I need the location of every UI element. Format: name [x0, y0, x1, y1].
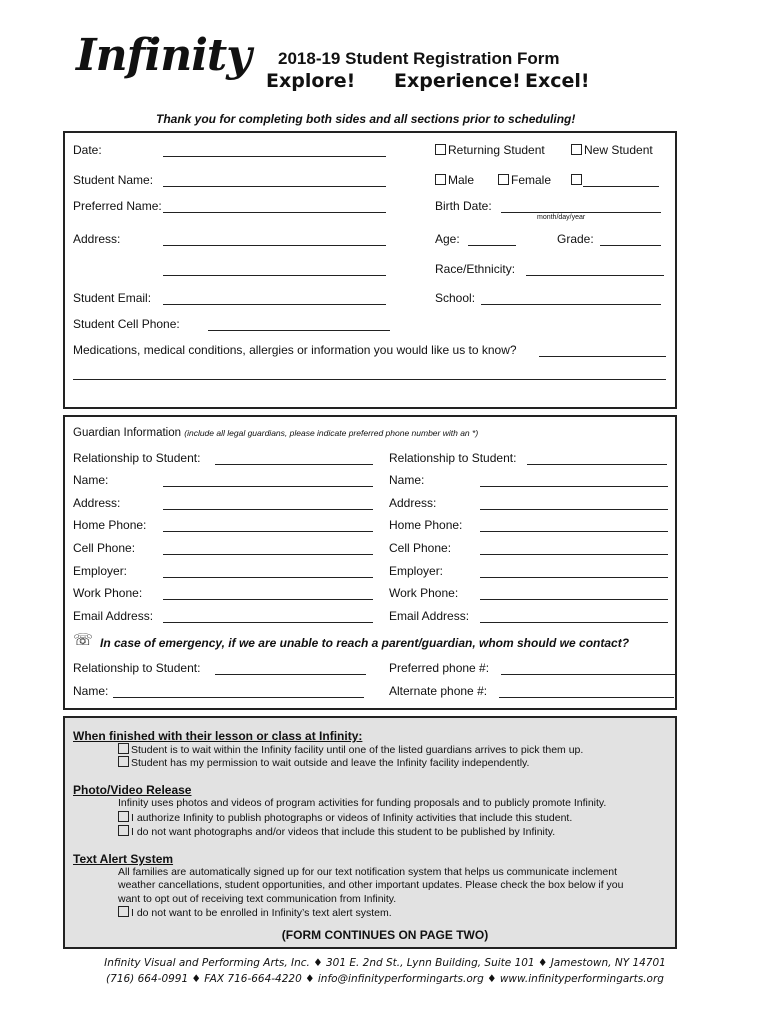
preferred-phone-field[interactable] [501, 674, 676, 675]
g2-employer-label: Employer: [389, 564, 444, 578]
checkbox-icon[interactable] [571, 174, 582, 185]
g1-name-field[interactable] [163, 486, 373, 487]
checkbox-icon[interactable] [118, 825, 129, 836]
female-label: Female [511, 173, 552, 187]
g2-address-label: Address: [389, 496, 437, 510]
g1-work-phone-label: Work Phone: [73, 586, 143, 600]
photo-heading: Photo/Video Release [73, 783, 192, 797]
medical-label: Medications, medical conditions, allergies or information you would like us to know? [73, 343, 517, 357]
g2-email-field[interactable] [480, 622, 668, 623]
g2-home-phone-label: Home Phone: [389, 518, 463, 532]
checkbox-icon[interactable] [118, 743, 129, 754]
student-name-label: Student Name: [73, 173, 154, 187]
checkbox-icon[interactable] [571, 144, 582, 155]
age-field[interactable] [468, 245, 516, 246]
text-alert-line2: weather cancellations, student opportunities, and other important updates. Please check the box below if you [118, 879, 624, 891]
address-line2-field[interactable] [163, 275, 386, 276]
photo-option-decline-label: I do not want photographs and/or videos that include this student to be published by Infinity. [131, 826, 556, 838]
emergency-heading: In case of emergency, if we are unable to reach a parent/guardian, whom should we contact? [100, 636, 630, 650]
g1-employer-field[interactable] [163, 577, 373, 578]
completion-notice: Thank you for completing both sides and all sections prior to scheduling! [156, 112, 576, 126]
school-field[interactable] [481, 304, 661, 305]
g2-work-phone-field[interactable] [480, 599, 668, 600]
returning-student-option[interactable] [435, 143, 545, 157]
g1-email-field[interactable] [163, 622, 373, 623]
guardian-info-title: Guardian Information [73, 427, 182, 439]
date-label: Date: [73, 143, 102, 157]
address-label: Address: [73, 232, 121, 246]
tagline-excel: Excel! [525, 70, 590, 92]
text-alert-heading: Text Alert System [73, 852, 174, 866]
guardian-info-note: (include all legal guardians, please indicate preferred phone number with an *) [184, 428, 479, 438]
birth-date-field[interactable] [501, 212, 661, 213]
footer-address: Infinity Visual and Performing Arts, Inc. ♦ 301 E. 2nd St., Lynn Building, Suite 101 ♦ Jamestown, NY 14701 [104, 957, 666, 969]
preferred-phone-label: Preferred phone #: [389, 661, 490, 675]
preferred-name-label: Preferred Name: [73, 199, 162, 213]
form-title: 2018-19 Student Registration Form [278, 49, 560, 68]
emergency-relationship-label: Relationship to Student: [73, 661, 201, 675]
text-alert-opt-out[interactable] [118, 906, 392, 919]
age-label: Age: [435, 232, 460, 246]
g1-work-phone-field[interactable] [163, 599, 373, 600]
g1-email-label: Email Address: [73, 609, 154, 623]
photo-option-decline[interactable] [118, 825, 555, 838]
student-cell-label: Student Cell Phone: [73, 317, 180, 331]
g1-address-field[interactable] [163, 509, 373, 510]
checkbox-icon[interactable] [118, 756, 129, 767]
emergency-relationship-field[interactable] [215, 674, 366, 675]
finished-option-wait-inside-label: Student is to wait within the Infinity facility until one of the listed guardians arrives to pick them up. [131, 744, 584, 756]
text-alert-line1: All families are automatically signed up for our text notification system that helps us communicate inclement [118, 866, 617, 878]
male-label: Male [448, 173, 475, 187]
grade-field[interactable] [600, 245, 661, 246]
other-gender-field[interactable] [583, 186, 659, 187]
g1-home-phone-label: Home Phone: [73, 518, 147, 532]
photo-option-authorize-label: I authorize Infinity to publish photographs or videos of Infinity activities that include this student. [131, 812, 573, 824]
tagline-explore: Explore! [266, 70, 356, 92]
text-alert-opt-out-label: I do not want to be enrolled in Infinity’s text alert system. [131, 907, 392, 919]
medical-field[interactable] [539, 356, 666, 357]
birth-date-hint: month/day/year [537, 214, 586, 221]
finished-option-leave-label: Student has my permission to wait outside and leave the Infinity facility independently. [131, 757, 530, 769]
finished-heading: When finished with their lesson or class at Infinity: [73, 729, 363, 743]
checkbox-icon[interactable] [118, 906, 129, 917]
student-name-field[interactable] [163, 186, 386, 187]
g2-employer-field[interactable] [480, 577, 668, 578]
guardian-info-heading [73, 427, 478, 439]
g1-relationship-field[interactable] [215, 464, 373, 465]
checkbox-icon[interactable] [435, 174, 446, 185]
tagline-experience: Experience! [394, 70, 521, 92]
school-label: School: [435, 291, 476, 305]
g1-name-label: Name: [73, 473, 109, 487]
g2-cell-phone-label: Cell Phone: [389, 541, 452, 555]
date-field[interactable] [163, 156, 386, 157]
footer-contact: (716) 664-0991 ♦ FAX 716-664-4220 ♦ info@infinityperformingarts.org ♦ www.infinityperformingarts.org [106, 973, 664, 985]
male-option[interactable] [435, 173, 474, 187]
g1-address-label: Address: [73, 496, 121, 510]
g2-home-phone-field[interactable] [480, 531, 668, 532]
g1-relationship-label: Relationship to Student: [73, 451, 201, 465]
g1-cell-phone-label: Cell Phone: [73, 541, 136, 555]
photo-description: Infinity uses photos and videos of program activities for funding proposals and to publicly promote Infinity. [118, 797, 607, 809]
g2-relationship-field[interactable] [527, 464, 667, 465]
g2-address-field[interactable] [480, 509, 668, 510]
preferred-name-field[interactable] [163, 212, 386, 213]
text-alert-line3: want to opt out of receiving text communication from Infinity. [118, 893, 397, 905]
alternate-phone-field[interactable] [499, 697, 674, 698]
race-field[interactable] [526, 275, 664, 276]
g2-name-field[interactable] [480, 486, 668, 487]
phone-icon: ☏ [73, 632, 94, 649]
g2-work-phone-label: Work Phone: [389, 586, 459, 600]
g2-relationship-label: Relationship to Student: [389, 451, 517, 465]
returning-student-label: Returning Student [448, 143, 545, 157]
student-section [63, 131, 677, 409]
checkbox-icon[interactable] [435, 144, 446, 155]
checkbox-icon[interactable] [118, 811, 129, 822]
emergency-name-field[interactable] [113, 697, 364, 698]
g1-employer-label: Employer: [73, 564, 128, 578]
infinity-logo: Infinity [76, 30, 251, 81]
form-continues-note: (FORM CONTINUES ON PAGE TWO) [281, 928, 489, 942]
race-label: Race/Ethnicity: [435, 262, 516, 276]
g1-cell-phone-field[interactable] [163, 554, 373, 555]
g2-email-label: Email Address: [389, 609, 470, 623]
other-gender-option[interactable] [571, 173, 584, 187]
g2-cell-phone-field[interactable] [480, 554, 668, 555]
new-student-label: New Student [584, 143, 653, 157]
birth-date-label: Birth Date: [435, 199, 492, 213]
photo-option-authorize[interactable] [118, 811, 572, 824]
checkbox-icon[interactable] [498, 174, 509, 185]
g1-home-phone-field[interactable] [163, 531, 373, 532]
student-email-label: Student Email: [73, 291, 152, 305]
alternate-phone-label: Alternate phone #: [389, 684, 488, 698]
finished-option-leave[interactable] [118, 756, 529, 769]
student-cell-field[interactable] [208, 330, 390, 331]
finished-option-wait-inside[interactable] [118, 743, 583, 756]
g2-name-label: Name: [389, 473, 425, 487]
emergency-name-label: Name: [73, 684, 109, 698]
new-student-option[interactable] [571, 143, 653, 157]
female-option[interactable] [498, 173, 551, 187]
student-email-field[interactable] [163, 304, 386, 305]
grade-label: Grade: [557, 232, 594, 246]
medical-field-line2[interactable] [73, 379, 666, 380]
address-field[interactable] [163, 245, 386, 246]
